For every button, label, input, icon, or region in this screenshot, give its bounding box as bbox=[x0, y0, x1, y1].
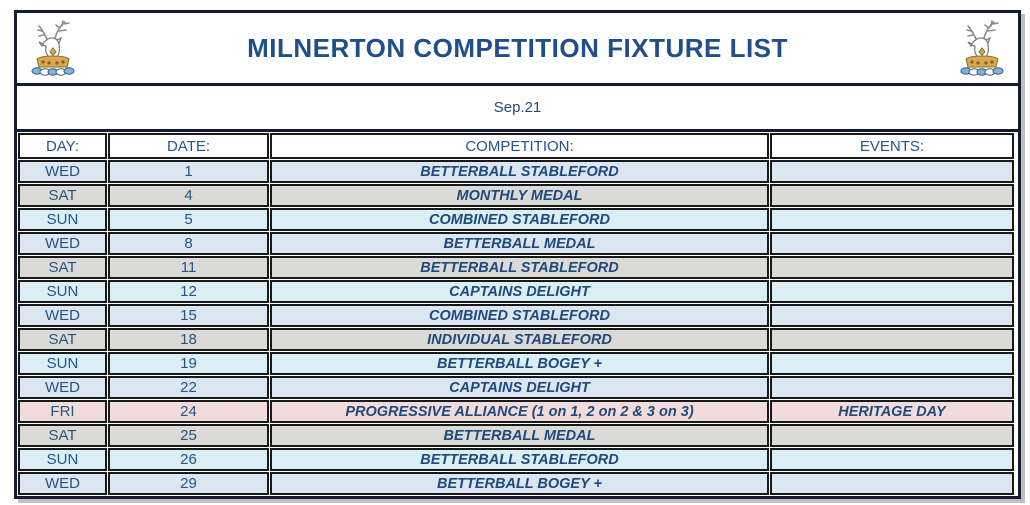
competition-cell: BETTERBALL BOGEY + bbox=[270, 352, 769, 375]
fixture-sheet bbox=[14, 10, 1021, 499]
date-cell: 22 bbox=[108, 376, 269, 399]
event-cell bbox=[770, 232, 1014, 255]
month-label: Sep.21 bbox=[493, 99, 542, 116]
date-cell: 4 bbox=[108, 184, 269, 207]
competition-cell: BETTERBALL MEDAL bbox=[270, 424, 769, 447]
competition-cell: INDIVIDUAL STABLEFORD bbox=[270, 328, 769, 351]
column-header-day: DAY: bbox=[18, 133, 107, 159]
date-cell: 1 bbox=[108, 160, 269, 183]
event-cell bbox=[770, 280, 1014, 303]
column-header-competition: COMPETITION: bbox=[270, 133, 769, 159]
competition-cell: BETTERBALL BOGEY + bbox=[270, 472, 769, 495]
month-band bbox=[17, 86, 1018, 132]
competition-cell: COMBINED STABLEFORD bbox=[270, 208, 769, 231]
competition-cell: COMBINED STABLEFORD bbox=[270, 304, 769, 327]
day-cell: SAT bbox=[18, 256, 107, 279]
day-cell: SUN bbox=[18, 448, 107, 471]
competition-cell: PROGRESSIVE ALLIANCE (1 on 1, 2 on 2 & 3 on 3) bbox=[270, 400, 769, 423]
event-cell: HERITAGE DAY bbox=[770, 400, 1014, 423]
day-cell: SAT bbox=[18, 328, 107, 351]
stag-crown-crest-icon bbox=[958, 19, 1006, 77]
date-cell: 8 bbox=[108, 232, 269, 255]
day-cell: WED bbox=[18, 160, 107, 183]
club-crest-left bbox=[17, 19, 89, 77]
day-cell: WED bbox=[18, 232, 107, 255]
date-cell: 24 bbox=[108, 400, 269, 423]
competition-cell: BETTERBALL MEDAL bbox=[270, 232, 769, 255]
event-cell bbox=[770, 472, 1014, 495]
date-cell: 18 bbox=[108, 328, 269, 351]
event-cell bbox=[770, 352, 1014, 375]
day-cell: WED bbox=[18, 472, 107, 495]
day-cell: SUN bbox=[18, 280, 107, 303]
stag-crown-crest-icon bbox=[29, 19, 77, 77]
competition-cell: CAPTAINS DELIGHT bbox=[270, 376, 769, 399]
event-cell bbox=[770, 448, 1014, 471]
day-cell: FRI bbox=[18, 400, 107, 423]
fixture-table bbox=[17, 132, 1018, 496]
club-crest-right bbox=[946, 19, 1018, 77]
day-cell: SUN bbox=[18, 208, 107, 231]
date-cell: 25 bbox=[108, 424, 269, 447]
day-cell: WED bbox=[18, 376, 107, 399]
competition-cell: MONTHLY MEDAL bbox=[270, 184, 769, 207]
day-cell: SUN bbox=[18, 352, 107, 375]
day-cell: SAT bbox=[18, 184, 107, 207]
event-cell bbox=[770, 328, 1014, 351]
competition-cell: CAPTAINS DELIGHT bbox=[270, 280, 769, 303]
event-cell bbox=[770, 304, 1014, 327]
page-title: MILNERTON COMPETITION FIXTURE LIST bbox=[247, 32, 788, 63]
event-cell bbox=[770, 256, 1014, 279]
event-cell bbox=[770, 184, 1014, 207]
column-header-events: EVENTS: bbox=[770, 133, 1014, 159]
date-cell: 29 bbox=[108, 472, 269, 495]
date-cell: 26 bbox=[108, 448, 269, 471]
date-cell: 19 bbox=[108, 352, 269, 375]
event-cell bbox=[770, 208, 1014, 231]
competition-cell: BETTERBALL STABLEFORD bbox=[270, 448, 769, 471]
event-cell bbox=[770, 424, 1014, 447]
date-cell: 12 bbox=[108, 280, 269, 303]
date-cell: 11 bbox=[108, 256, 269, 279]
day-cell: WED bbox=[18, 304, 107, 327]
day-cell: SAT bbox=[18, 424, 107, 447]
date-cell: 5 bbox=[108, 208, 269, 231]
event-cell bbox=[770, 376, 1014, 399]
competition-cell: BETTERBALL STABLEFORD bbox=[270, 160, 769, 183]
competition-cell: BETTERBALL STABLEFORD bbox=[270, 256, 769, 279]
column-header-date: DATE: bbox=[108, 133, 269, 159]
event-cell bbox=[770, 160, 1014, 183]
title-band bbox=[17, 13, 1018, 86]
date-cell: 15 bbox=[108, 304, 269, 327]
